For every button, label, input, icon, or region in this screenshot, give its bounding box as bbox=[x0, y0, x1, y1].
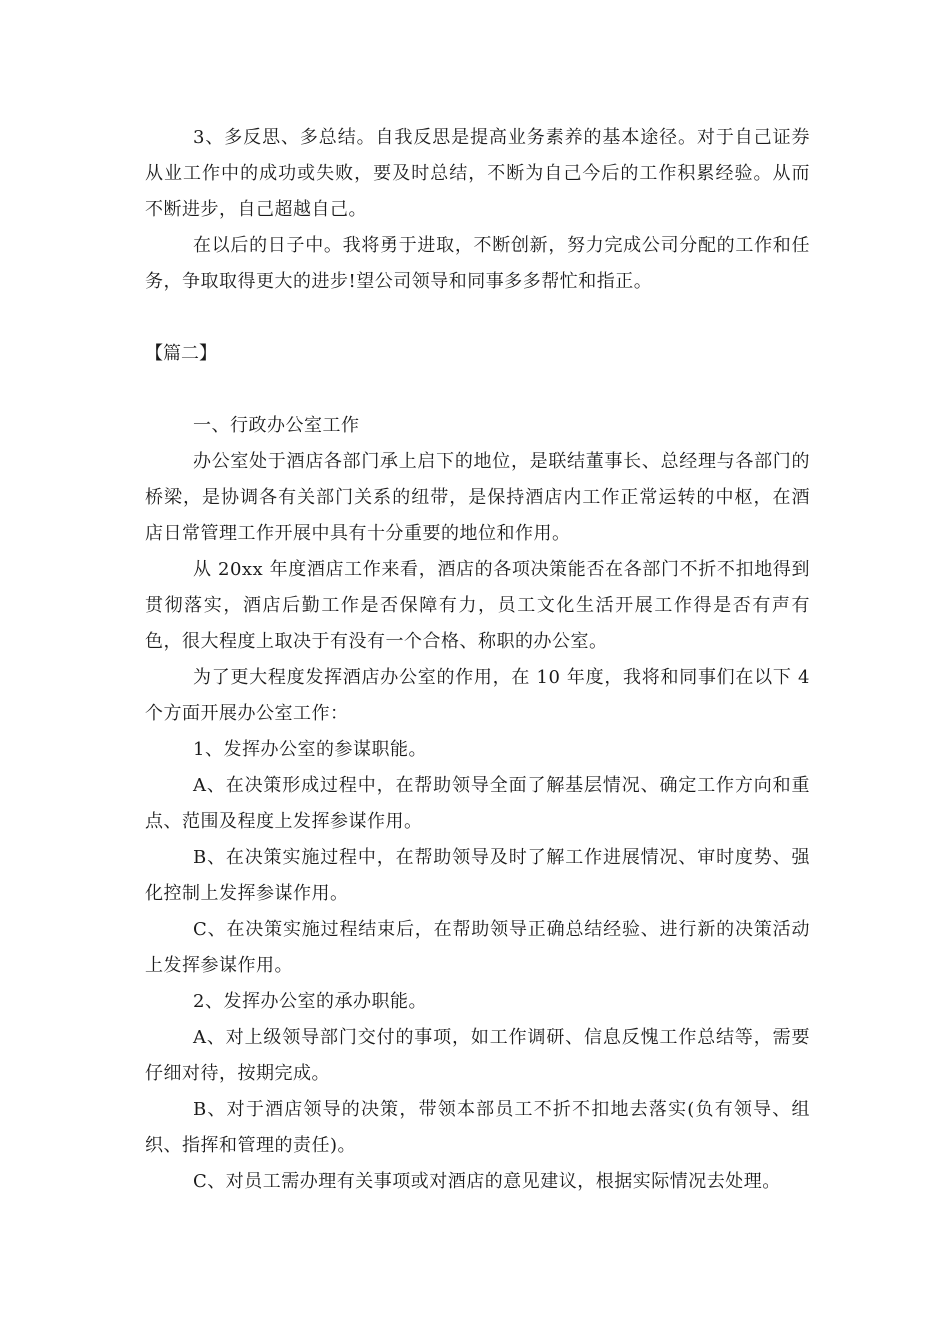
paragraph-future: 在以后的日子中。我将勇于进取，不断创新，努力完成公司分配的工作和任务，争取取得更大的进步!望公司领导和同事多多帮忙和指正。 bbox=[145, 235, 810, 292]
item-advisory-b: B、在决策实施过程中，在帮助领导及时了解工作进展情况、审时度势、强化控制上发挥参谋作用。 bbox=[145, 847, 810, 904]
heading-admin-office: 一、行政办公室工作 bbox=[193, 415, 360, 436]
document-body bbox=[145, 120, 810, 1192]
item-advisory-c: C、在决策实施过程结束后，在帮助领导正确总结经验、进行新的决策活动上发挥参谋作用。 bbox=[145, 919, 810, 976]
part1-block bbox=[145, 120, 810, 300]
part2-block bbox=[145, 408, 810, 1200]
item-undertaking-a: A、对上级领导部门交付的事项，如工作调研、信息反愧工作总结等，需要仔细对待，按期完成。 bbox=[145, 1027, 810, 1084]
section-title: 【篇二】 bbox=[145, 343, 217, 364]
paragraph-reflection: 3、多反思、多总结。自我反思是提高业务素养的基本途径。对于自己证券从业工作中的成功或失败，要及时总结，不断为自己今后的工作积累经验。从而不断进步，自己超越自己。 bbox=[145, 127, 810, 220]
item-advisory-function: 1、发挥办公室的参谋职能。 bbox=[193, 739, 427, 760]
item-undertaking-c: C、对员工需办理有关事项或对酒店的意见建议，根据实际情况去处理。 bbox=[193, 1171, 781, 1192]
item-undertaking-function: 2、发挥办公室的承办职能。 bbox=[193, 991, 427, 1012]
paragraph-office-role: 办公室处于酒店各部门承上启下的地位，是联结董事长、总经理与各部门的桥梁，是协调各有关部门关系的纽带，是保持酒店内工作正常运转的中枢，在酒店日常管理工作开展中具有十分重要的地位和作用。 bbox=[145, 451, 810, 544]
paragraph-year-review: 从 20xx 年度酒店工作来看，酒店的各项决策能否在各部门不折不扣地得到贯彻落实，酒店后勤工作是否保障有力，员工文化生活开展工作得是否有声有色，很大程度上取决于有没有一个合格、称职的办公室。 bbox=[145, 559, 810, 652]
paragraph-plan-intro: 为了更大程度发挥酒店办公室的作用，在 10 年度，我将和同事们在以下 4 个方面开展办公室工作： bbox=[145, 667, 810, 724]
item-undertaking-b: B、对于酒店领导的决策，带领本部员工不折不扣地去落实(负有领导、组织、指挥和管理的责任)。 bbox=[145, 1099, 810, 1156]
item-advisory-a: A、在决策形成过程中，在帮助领导全面了解基层情况、确定工作方向和重点、范围及程度上发挥参谋作用。 bbox=[145, 775, 810, 832]
